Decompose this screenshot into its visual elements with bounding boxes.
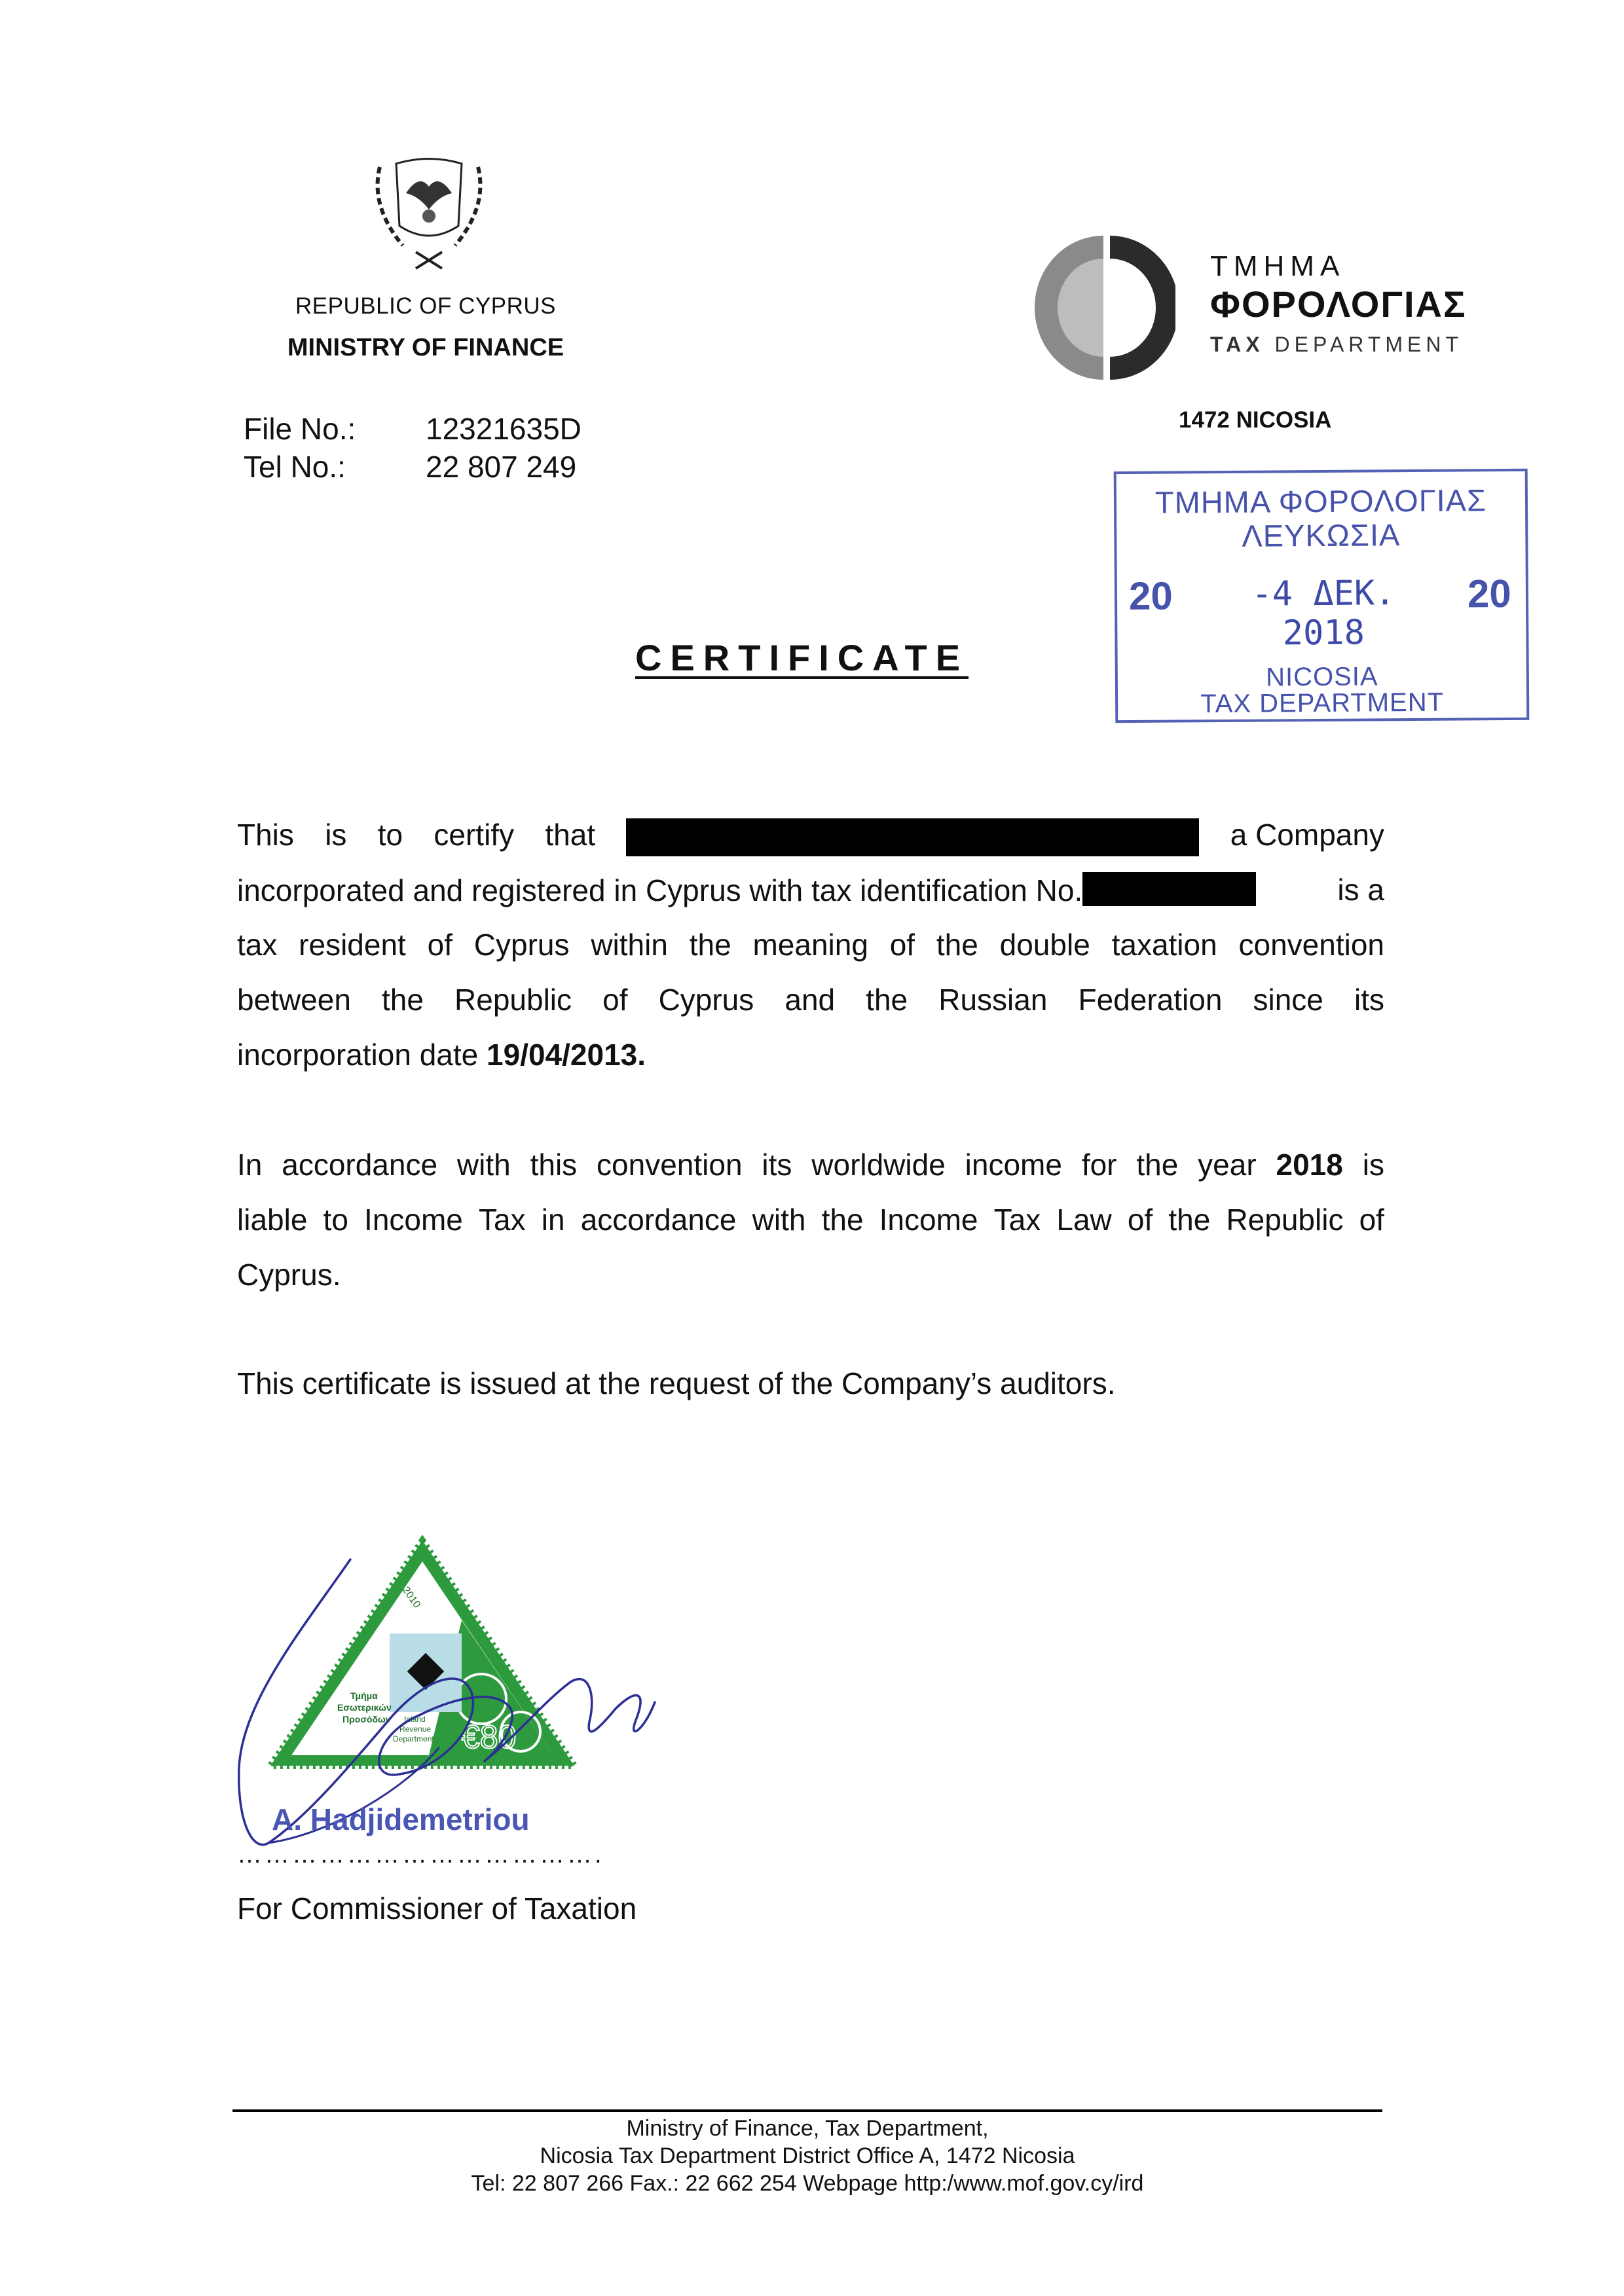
- file-number-value: 12321635D: [426, 412, 581, 446]
- text-run: incorporation date: [237, 1038, 487, 1072]
- word: worldwide: [811, 1148, 946, 1182]
- word: the: [866, 983, 908, 1017]
- signatory-name: A. Hadjidemetriou: [272, 1802, 530, 1836]
- text-run: incorporated and registered in Cyprus with tax identification No.: [237, 873, 1083, 907]
- word: resident: [299, 928, 406, 962]
- word: certify: [434, 818, 515, 852]
- word: for: [1081, 1148, 1117, 1182]
- tax-department-city: 1472 NICOSIA: [1179, 407, 1332, 433]
- stamp-right-number: 20: [1467, 571, 1511, 616]
- word: is: [325, 818, 347, 852]
- word: Law: [1056, 1203, 1112, 1237]
- word: the: [936, 928, 978, 962]
- word: the: [382, 983, 424, 1017]
- stamp-greek-line1: ΤΜΗΜΑ ΦΟΡΟΛΟΓΙΑΣ: [1154, 483, 1487, 520]
- word: of: [1127, 1203, 1153, 1237]
- revenue-stamp-value: €80: [462, 1719, 517, 1755]
- body-line: Cyprus.: [237, 1258, 341, 1292]
- word: Income: [364, 1203, 463, 1237]
- telephone-value: 22 807 249: [426, 450, 577, 484]
- word: the: [1168, 1203, 1211, 1237]
- telephone-label: Tel No.:: [244, 450, 346, 484]
- signatory-role: For Commissioner of Taxation: [237, 1891, 637, 1925]
- word: Cyprus: [473, 928, 570, 962]
- document-title: CERTIFICATE: [635, 637, 969, 678]
- word: in: [541, 1203, 565, 1237]
- word: convention: [1238, 928, 1384, 962]
- word: income: [965, 1148, 1062, 1182]
- word: its: [762, 1148, 792, 1182]
- stamp-department: TAX DEPARTMENT: [1200, 687, 1445, 719]
- redacted-tax-id: [1082, 872, 1256, 906]
- tax-department-english: [1210, 333, 1463, 357]
- word: tax: [237, 928, 278, 962]
- word: this: [530, 1148, 578, 1182]
- date-stamp: [1114, 469, 1530, 723]
- revenue-stamp-text: Revenue: [399, 1724, 432, 1734]
- word: meaning: [752, 928, 868, 962]
- footer-line: Ministry of Finance, Tax Department,: [626, 2116, 989, 2141]
- stamp-date: -4 ΔΕΚ. 2018: [1251, 574, 1395, 653]
- word: Cyprus: [658, 983, 754, 1017]
- word: convention: [597, 1148, 743, 1182]
- word: within: [591, 928, 668, 962]
- body-line: [237, 1147, 1384, 1182]
- footer-line: Nicosia Tax Department District Office A, 1472 Nicosia: [540, 2143, 1075, 2168]
- word: of: [427, 928, 452, 962]
- body-line: [237, 817, 1384, 856]
- word: between: [237, 983, 351, 1017]
- word: to: [323, 1203, 348, 1237]
- word: liable: [237, 1203, 308, 1237]
- tax-year: 2018: [1276, 1148, 1343, 1182]
- incorporation-date: 19/04/2013.: [487, 1038, 646, 1072]
- revenue-stamp-text: Εσωτερικών: [337, 1702, 392, 1713]
- footer-divider: [232, 2109, 1382, 2112]
- word: accordance: [580, 1203, 737, 1237]
- signature-dotted-line: ………………………………….: [237, 1841, 604, 1868]
- word: that: [545, 818, 596, 852]
- word: the: [821, 1203, 864, 1237]
- word: Income: [879, 1203, 978, 1237]
- department-word: DEPARTMENT: [1264, 333, 1464, 356]
- word: of: [602, 983, 628, 1017]
- word: and: [784, 983, 836, 1017]
- stamp-left-number: 20: [1128, 574, 1173, 619]
- word: Tax: [993, 1203, 1041, 1237]
- word: is: [1362, 1148, 1384, 1182]
- revenue-stamp-text: Inland: [404, 1715, 426, 1724]
- revenue-stamp-text: Προσόδων: [342, 1714, 391, 1724]
- stamp-greek-line2: ΛΕΥΚΩΣΙΑ: [1242, 517, 1401, 553]
- word: double: [999, 928, 1090, 962]
- word: year: [1198, 1148, 1257, 1182]
- word: to: [377, 818, 403, 852]
- tax-word: TAX: [1210, 333, 1264, 356]
- redacted-company-name: [626, 818, 1199, 856]
- word: of: [889, 928, 915, 962]
- tax-department-greek-line2: ΦΟΡΟΛΟΓΙΑΣ: [1210, 283, 1467, 325]
- body-line: [237, 1202, 1384, 1237]
- word: its: [1354, 983, 1384, 1017]
- word: In: [237, 1148, 263, 1182]
- word: Russian: [938, 983, 1048, 1017]
- cyprus-coat-of-arms-icon: [357, 147, 501, 272]
- body-line: [237, 1037, 1384, 1072]
- body-line: [237, 982, 1384, 1017]
- word: This: [237, 818, 294, 852]
- word: the: [689, 928, 731, 962]
- word: a Company: [1230, 818, 1384, 852]
- ministry-name: MINISTRY OF FINANCE: [287, 334, 564, 361]
- body-line: [237, 872, 1384, 908]
- stamp-city: NICOSIA: [1265, 662, 1378, 692]
- revenue-stamp-text: Τμήμα: [350, 1690, 378, 1701]
- footer-line: Tel: 22 807 266 Fax.: 22 662 254 Webpage http:/www.mof.gov.cy/ird: [471, 2171, 1144, 2196]
- word: is a: [1337, 873, 1384, 907]
- body-line: [237, 927, 1384, 962]
- word: with: [752, 1203, 806, 1237]
- word: taxation: [1111, 928, 1217, 962]
- country-name: REPUBLIC OF CYPRUS: [295, 293, 556, 319]
- word: Republic: [454, 983, 572, 1017]
- word: Tax: [479, 1203, 526, 1237]
- word: Republic: [1226, 1203, 1344, 1237]
- word: of: [1359, 1203, 1384, 1237]
- text-run: [237, 872, 1256, 908]
- body-line: This certificate is issued at the request of the Company’s auditors.: [237, 1366, 1116, 1400]
- word: with: [456, 1148, 511, 1182]
- word: the: [1136, 1148, 1179, 1182]
- word: Federation: [1078, 983, 1223, 1017]
- revenue-stamp-year: 2010: [399, 1584, 423, 1611]
- word: since: [1253, 983, 1323, 1017]
- revenue-stamp-text: Department: [393, 1734, 434, 1743]
- tax-department-greek-line1: ΤΜΗΜΑ: [1210, 250, 1346, 282]
- tax-department-logo-icon: [1031, 232, 1175, 383]
- word: accordance: [282, 1148, 438, 1182]
- file-number-label: File No.:: [244, 412, 356, 446]
